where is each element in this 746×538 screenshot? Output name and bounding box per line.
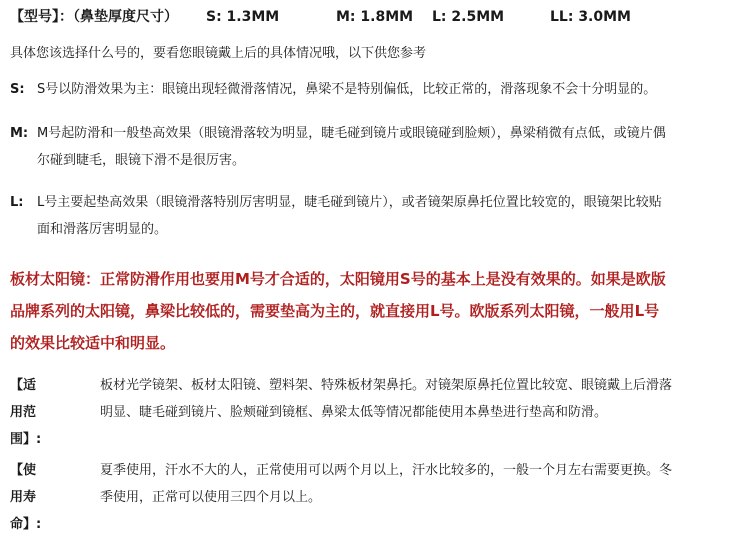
size-ll: LL: 3.0MM — [550, 9, 631, 25]
size-l-text-line1: L号主要起垫高效果（眼镜滑落特别厉害明显，睫毛碰到镜片），或者镜架原鼻托位置比较宽的，眼镜架比较贴 — [37, 195, 662, 210]
sunglasses-line3: 的效果比较适中和明显。 — [10, 334, 176, 352]
intro-text: 具体您该选择什么号的，要看您眼镜戴上后的具体情况哦，以下供您参考 — [10, 46, 427, 61]
size-s: S: 1.3MM — [206, 9, 280, 25]
size-m-text-line1: M号起防滑和一般垫高效果（眼镜滑落较为明显，睫毛碰到镜片或眼镜碰到脸颊），鼻梁稍微有点低，或镜片偶 — [37, 126, 666, 141]
size-s-text: S号以防滑效果为主：眼镜出现轻微滑落情况，鼻梁不是特别偏低，比较正常的，滑落现象不会十分明显的。 — [37, 82, 657, 97]
sunglasses-line1: 板材太阳镜：正常防滑作用也要用M号才合适的，太阳镜用S号的基本上是没有效果的。如果是欧版 — [10, 270, 666, 288]
sunglasses-line2: 品牌系列的太阳镜，鼻梁比较低的，需要垫高为主的，就直接用L号。欧版系列太阳镜，一般用L号 — [10, 302, 660, 320]
life-key: 【使用寿命】: — [10, 463, 42, 532]
size-row — [10, 6, 631, 26]
size-label: 【型号】：（鼻垫厚度尺寸） — [10, 9, 178, 25]
scope-line1: 板材光学镜架、板材太阳镜、塑料架、特殊板材架鼻托。对镜架原鼻托位置比较宽、眼镜戴上后滑落 — [100, 378, 673, 393]
size-l: L: 2.5MM — [432, 9, 505, 25]
size-s-key: S: — [10, 82, 25, 97]
life-line1: 夏季使用，汗水不大的人，正常使用可以两个月以上，汗水比较多的，一般一个月左右需要更换。冬 — [100, 463, 673, 478]
life-line2: 季使用，正常可以使用三四个月以上。 — [100, 490, 322, 505]
scope-line2: 明显、睫毛碰到镜片、脸颊碰到镜框、鼻梁太低等情况都能使用本鼻垫进行垫高和防滑。 — [100, 405, 608, 420]
size-l-text-line2: 面和滑落厉害明显的。 — [37, 222, 168, 237]
size-m: M: 1.8MM — [336, 9, 414, 25]
size-m-key: M: — [10, 126, 29, 141]
size-l-key: L: — [10, 195, 24, 210]
size-m-text-line2: 尔碰到睫毛，眼镜下滑不是很厉害。 — [37, 153, 246, 168]
scope-key: 【适用范围】: — [10, 378, 42, 447]
